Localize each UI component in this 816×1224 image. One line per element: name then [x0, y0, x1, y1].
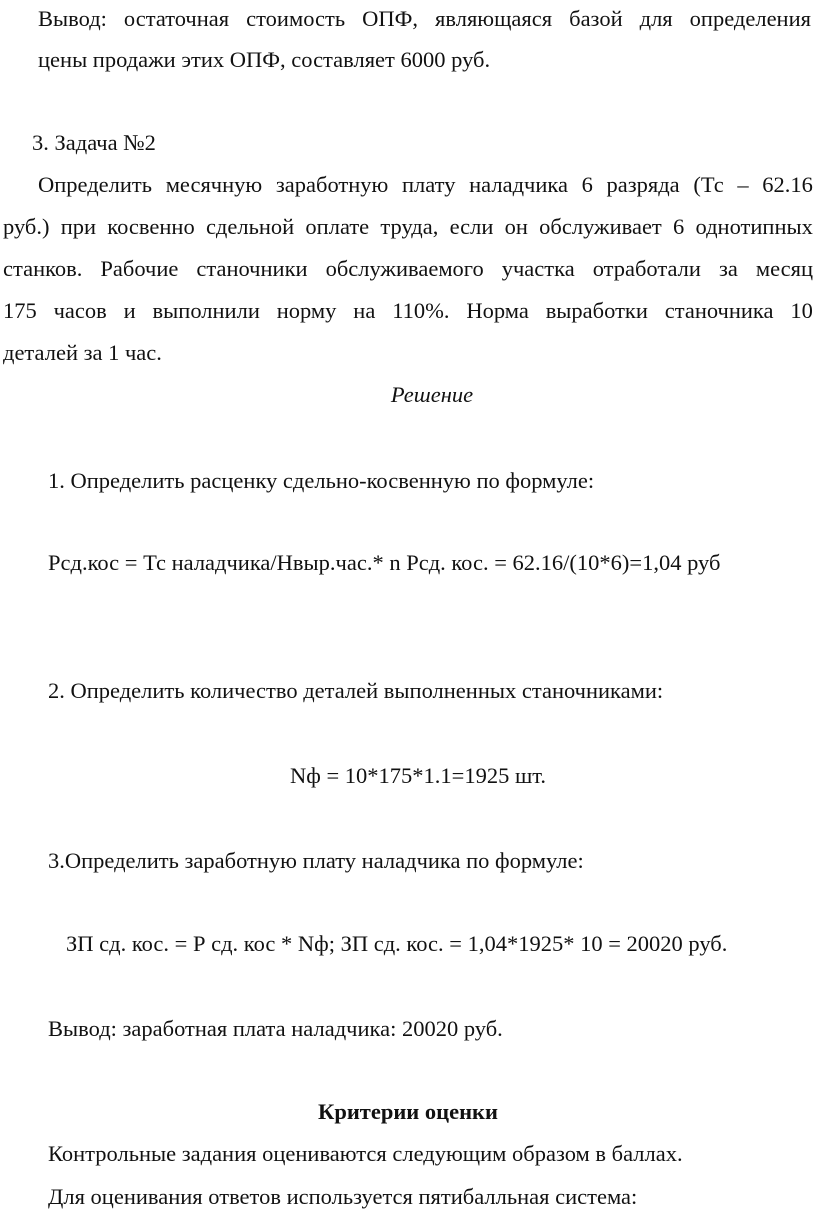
word: 175 — [3, 298, 37, 323]
word: Вывод: — [38, 6, 107, 31]
word: при — [60, 214, 97, 239]
task-line-5: деталей за 1 час. — [3, 340, 162, 365]
word: он — [504, 214, 528, 239]
word: и — [123, 298, 136, 323]
word: месячную — [165, 172, 263, 197]
criteria-line-1: Контрольные задания оцениваются следующим образом в баллах. — [48, 1141, 683, 1166]
solution-formula-1: Рсд.кос = Тс наладчика/Нвыр.час.* n Рсд. кос. = 62.16/(10*6)=1,04 руб — [48, 550, 721, 575]
word: плату — [402, 172, 456, 197]
word: участка — [501, 256, 575, 281]
criteria-title: Критерии оценки — [318, 1099, 498, 1124]
word: станочника — [664, 298, 774, 323]
word: 6 — [673, 214, 685, 239]
word: обслуживает — [539, 214, 662, 239]
word: сдельной — [205, 214, 295, 239]
word: для — [639, 6, 673, 31]
solution-conclusion: Вывод: заработная плата наладчика: 20020 руб. — [48, 1016, 503, 1041]
word: на — [353, 298, 376, 323]
task-heading: 3. Задача №2 — [32, 130, 156, 155]
word: Определить — [38, 172, 153, 197]
word: отработали — [592, 256, 701, 281]
word: определения — [689, 6, 811, 31]
word: косвенно — [107, 214, 195, 239]
word: разряда — [606, 172, 680, 197]
solution-step-3: 3.Определить заработную плату наладчика по формуле: — [48, 848, 584, 873]
word: – — [737, 172, 749, 197]
word: 62.16 — [762, 172, 813, 197]
intro-line-2: цены продажи этих ОПФ, составляет 6000 руб. — [38, 47, 491, 72]
word: оплате — [305, 214, 370, 239]
word: 6 — [581, 172, 593, 197]
word: остаточная — [123, 6, 230, 31]
word: ОПФ, — [362, 6, 419, 31]
word: являющаяся — [435, 6, 553, 31]
solution-step-2: 2. Определить количество деталей выполненных станочниками: — [48, 678, 664, 703]
word: однотипных — [695, 214, 813, 239]
task-line-4 — [3, 300, 813, 323]
solution-title: Решение — [390, 382, 474, 407]
criteria-line-2: Для оценивания ответов используется пятибалльная система: — [48, 1184, 638, 1209]
word: обслуживаемого — [325, 256, 484, 281]
solution-formula-3: ЗП сд. кос. = Р сд. кос * Nф; ЗП сд. кос. = 1,04*1925* 10 = 20020 руб. — [66, 931, 728, 956]
word: 10 — [790, 298, 813, 323]
word: выполнили — [152, 298, 260, 323]
word: заработную — [275, 172, 389, 197]
word: наладчика — [469, 172, 568, 197]
word: месяц — [755, 256, 813, 281]
word: часов — [53, 298, 107, 323]
task-line-2 — [3, 216, 813, 239]
solution-step-1: 1. Определить расценку сдельно-косвенную по формуле: — [48, 468, 595, 493]
word: за — [718, 256, 738, 281]
word: базой — [569, 6, 623, 31]
word: 110%. — [392, 298, 450, 323]
word: руб.) — [3, 214, 50, 239]
word: стоимость — [246, 6, 346, 31]
word: труда, — [380, 214, 439, 239]
solution-formula-2: Nф = 10*175*1.1=1925 шт. — [290, 763, 547, 788]
word: станочники — [196, 256, 308, 281]
word: (Тс — [693, 172, 724, 197]
intro-line-1 — [38, 8, 811, 31]
word: если — [449, 214, 494, 239]
word: Норма — [466, 298, 529, 323]
word: станков. — [3, 256, 83, 281]
task-line-1 — [38, 174, 813, 197]
task-line-3 — [3, 258, 813, 281]
word: Рабочие — [100, 256, 179, 281]
word: выработки — [545, 298, 648, 323]
word: норму — [276, 298, 337, 323]
